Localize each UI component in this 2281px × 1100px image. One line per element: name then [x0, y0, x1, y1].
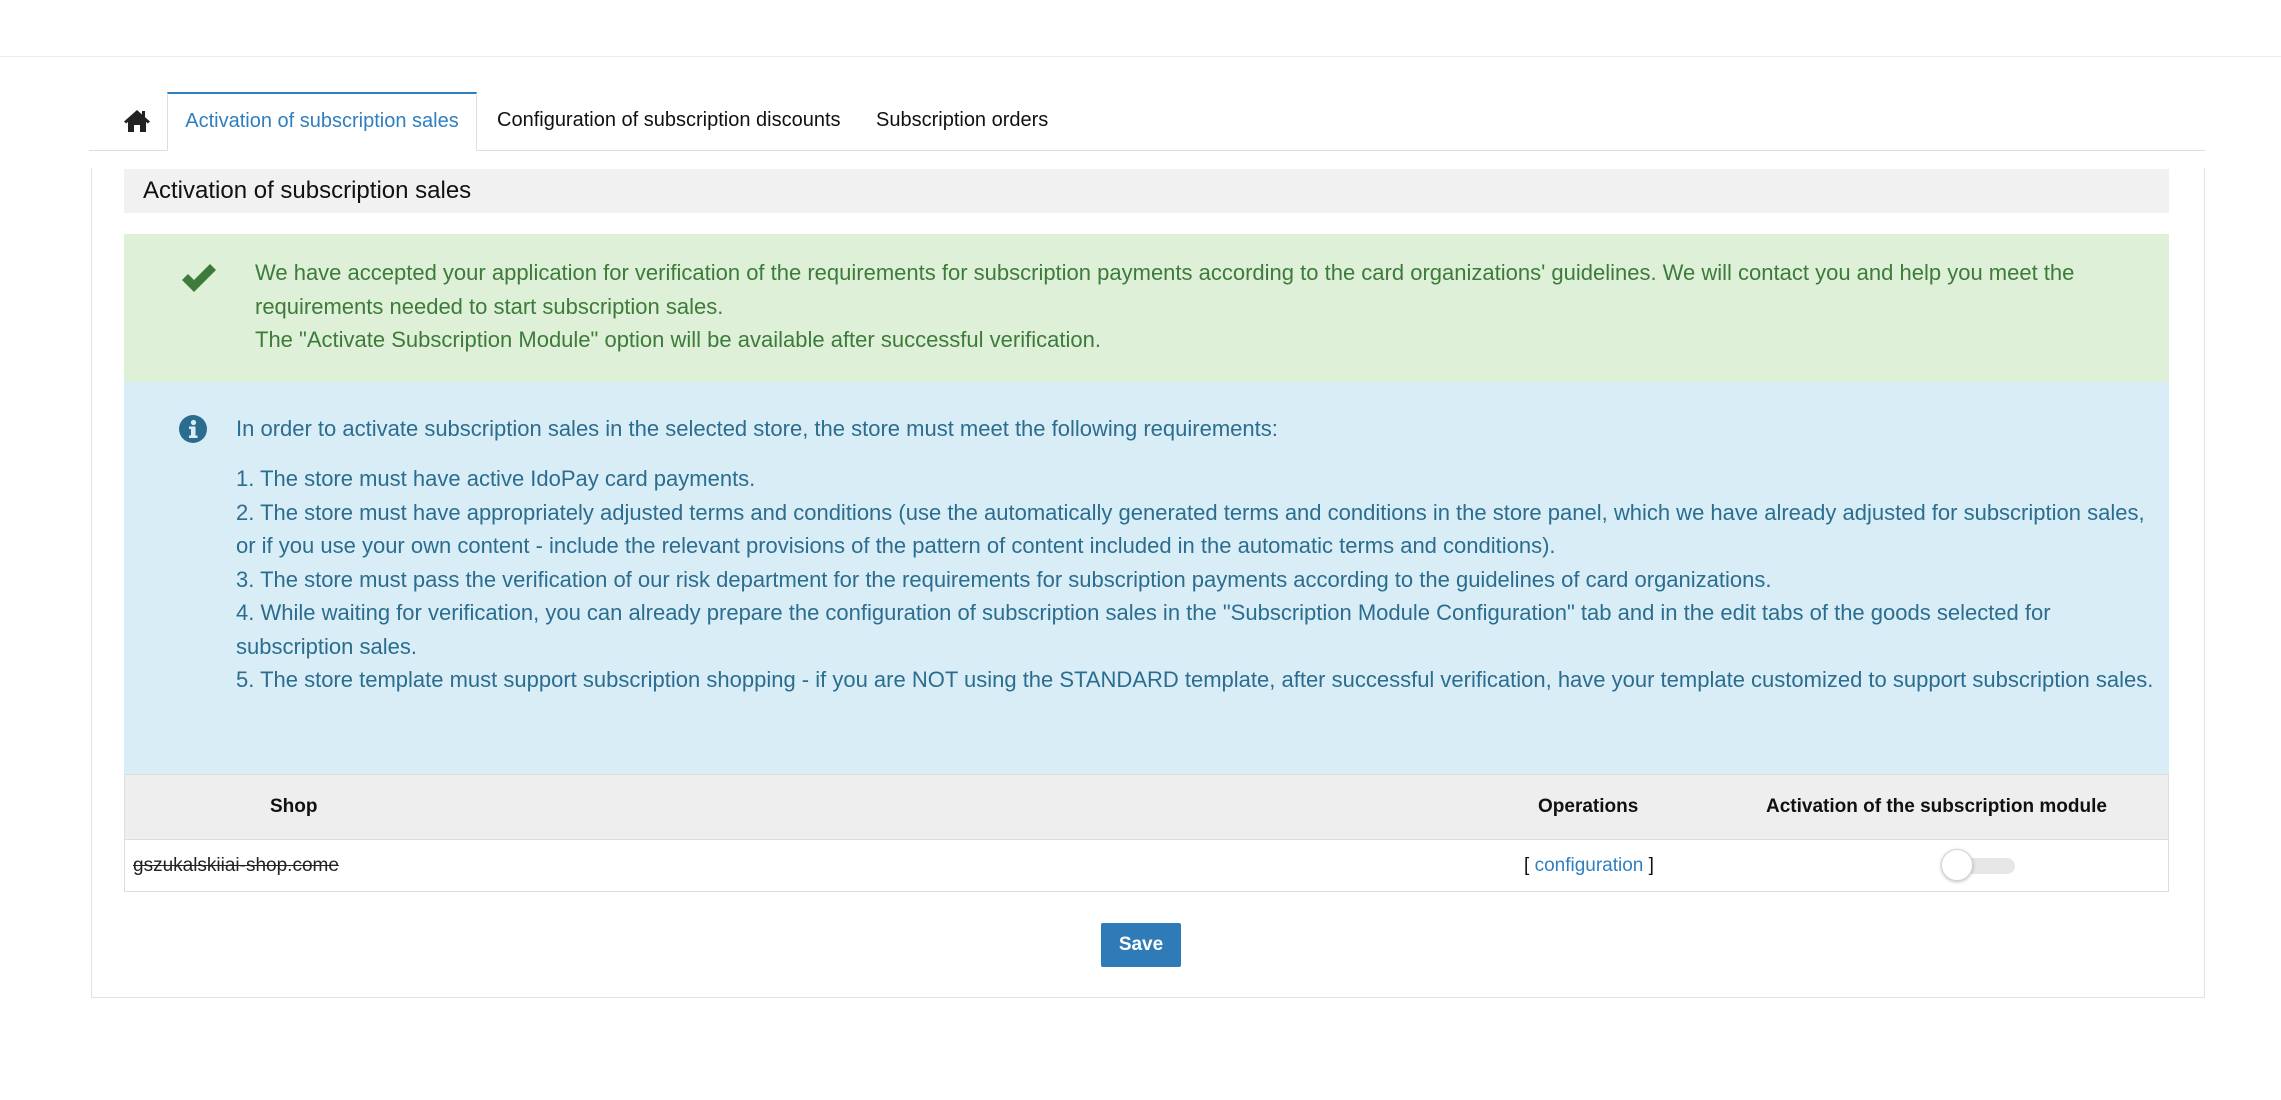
home-icon — [123, 108, 151, 134]
header-activation: Activation of the subscription module — [1766, 796, 2107, 817]
table-header — [125, 775, 2168, 840]
tab-home[interactable] — [115, 92, 159, 150]
tab-bar — [89, 92, 2205, 151]
operations-cell — [1524, 840, 1654, 891]
toggle-knob — [1941, 849, 1973, 881]
section-title: Activation of subscription sales — [124, 169, 2169, 213]
shops-table — [124, 774, 2169, 892]
requirements-list — [236, 462, 2156, 697]
success-message — [255, 256, 2155, 357]
requirement-item: 1. The store must have active IdoPay card payments. — [236, 466, 756, 491]
configuration-link[interactable]: configuration — [1534, 855, 1644, 876]
checkmark-icon — [179, 258, 219, 298]
tab-discounts-configuration[interactable]: Configuration of subscription discounts — [497, 109, 841, 131]
tab-activation[interactable]: Activation of subscription sales — [167, 92, 477, 151]
requirement-item: 2. The store must have appropriately adjusted terms and conditions (use the automatically generated terms and conditions in the store panel, which we have already adjusted for subscription sales, or if you use your own content - include the relevant provisions of the pattern of content included in the automatic terms and conditions). — [236, 499, 2145, 558]
header-shop: Shop — [270, 796, 318, 817]
save-button[interactable]: Save — [1101, 923, 1181, 967]
success-alert — [124, 234, 2169, 382]
header-operations: Operations — [1538, 796, 1639, 817]
info-intro: In order to activate subscription sales in the selected store, the store must meet the following requirements: — [236, 416, 1278, 441]
shop-name: gszukalskiiai-shop.come — [133, 855, 339, 876]
top-bar — [0, 0, 2281, 57]
success-line-1: We have accepted your application for verification of the requirements for subscription payments according to the card organizations' guidelines. We will contact you and help you meet the requirements needed to start subscription sales. — [255, 260, 2075, 319]
success-line-2: The "Activate Subscription Module" option will be available after successful verification. — [255, 327, 1101, 352]
bracket-close: ] — [1648, 855, 1654, 876]
subscription-module-toggle[interactable] — [1941, 853, 2017, 877]
bracket-open: [ — [1524, 855, 1530, 876]
requirement-item: 4. While waiting for verification, you can already prepare the configuration of subscription sales in the "Subscription Module Configuration" tab and in the edit tabs of the goods selected for subscription sales. — [236, 600, 2051, 659]
tab-subscription-orders[interactable]: Subscription orders — [876, 109, 1049, 131]
table-row — [125, 840, 2168, 891]
info-icon — [178, 414, 208, 444]
info-alert — [124, 382, 2169, 774]
requirement-item: 3. The store must pass the verification of our risk department for the requirements for subscription payments according to the guidelines of card organizations. — [236, 566, 1772, 592]
requirement-item: 5. The store template must support subscription shopping - if you are NOT using the STANDARD template, after successful verification, have your template customized to support subscription sales. — [236, 667, 2154, 692]
